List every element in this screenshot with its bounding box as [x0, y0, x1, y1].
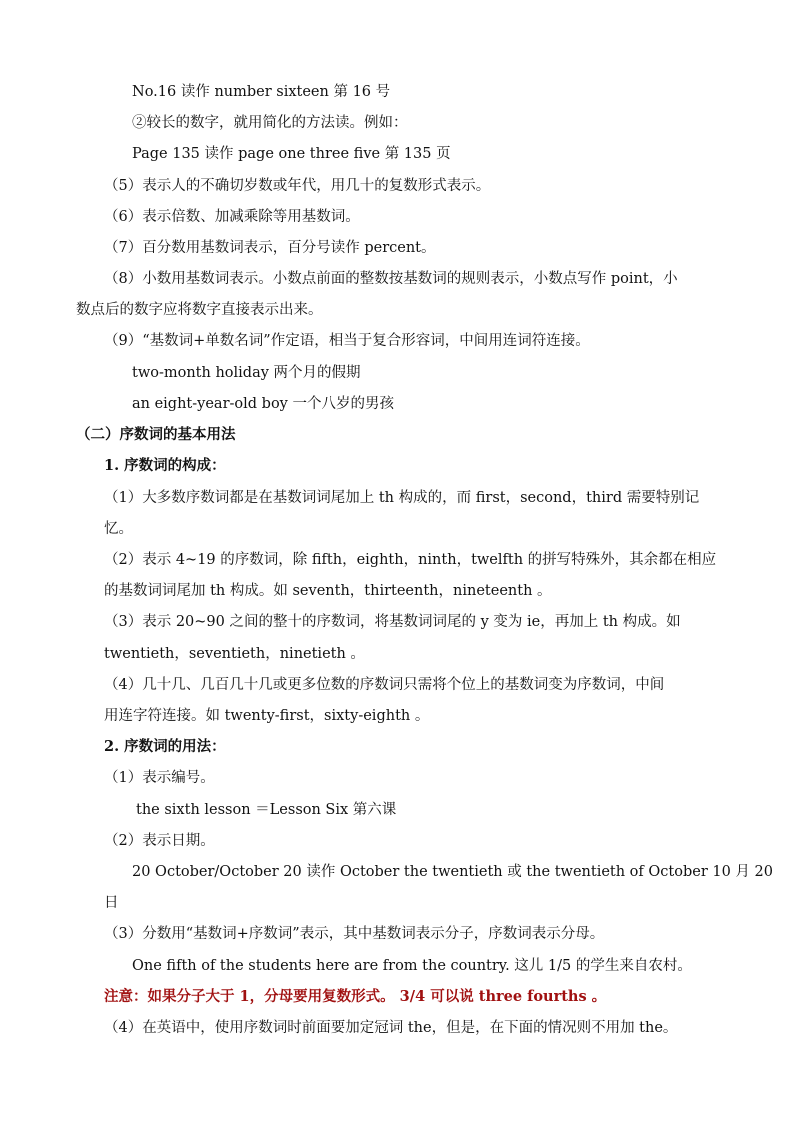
usage-2-example-line1: 20 October/October 20 读作 October the twentieth 或 the twentieth of October 10 月 20: [132, 864, 773, 880]
example-two-month-holiday: two-month holiday 两个月的假期: [132, 365, 361, 381]
rule-6: （6）表示倍数、加减乘除等用基数词。: [104, 209, 360, 225]
note-plural-denominator: 注意：如果分子大于 1，分母要用复数形式。 3/4 可以说 three fourths 。: [104, 988, 607, 1005]
formation-2-line2: 的基数词词尾加 th 构成。如 seventh，thirteenth，nineteenth 。: [104, 583, 552, 599]
formation-1-line1: （1）大多数序数词都是在基数词词尾加上 th 构成的，而 first，second，third 需要特别记: [104, 490, 700, 506]
long-number-rule: ②较长的数字，就用简化的方法读。例如：: [132, 115, 408, 131]
subheading-formation: 1. 序数词的构成：: [104, 457, 226, 474]
rule-7: （7）百分数用基数词表示，百分号读作 percent。: [104, 240, 436, 256]
formation-2-line1: （2）表示 4~19 的序数词，除 fifth，eighth，ninth，twelfth 的拼写特殊外，其余都在相应: [104, 552, 717, 568]
rule-8-line1: （8）小数用基数词表示。小数点前面的整数按基数词的规则表示，小数点写作 point，小: [104, 271, 678, 287]
section-heading-ordinal: （二）序数词的基本用法: [76, 426, 236, 443]
formation-3-line2: twentieth，seventieth，ninetieth 。: [104, 646, 365, 662]
formation-1-line2: 忆。: [104, 521, 133, 537]
formation-4-line1: （4）几十几、几百几十几或更多位数的序数词只需将个位上的基数词变为序数词，中间: [104, 677, 665, 693]
usage-3: （3）分数用“基数词+序数词”表示，其中基数词表示分子，序数词表示分母。: [104, 926, 605, 942]
subheading-usage: 2. 序数词的用法：: [104, 738, 226, 755]
example-page-135: Page 135 读作 page one three five 第 135 页: [132, 146, 451, 162]
formation-3-line1: （3）表示 20~90 之间的整十的序数词，将基数词词尾的 y 变为 ie，再加上 th 构成。如: [104, 614, 681, 630]
rule-5: （5）表示人的不确切岁数或年代，用几十的复数形式表示。: [104, 178, 491, 194]
usage-1-example: the sixth lesson ＝Lesson Six 第六课: [136, 802, 397, 818]
usage-2-example-line2: 日: [104, 895, 119, 911]
usage-4: （4）在英语中，使用序数词时前面要加定冠词 the，但是，在下面的情况则不用加 the。: [104, 1020, 678, 1036]
example-number-sixteen: No.16 读作 number sixteen 第 16 号: [132, 84, 391, 100]
rule-8-line2: 数点后的数字应将数字直接表示出来。: [76, 302, 323, 318]
formation-4-line2: 用连字符连接。如 twenty-first，sixty-eighth 。: [104, 708, 430, 724]
example-eight-year-old-boy: an eight-year-old boy 一个八岁的男孩: [132, 396, 394, 412]
rule-9: （9）“基数词+单数名词”作定语，相当于复合形容词，中间用连词符连接。: [104, 333, 590, 349]
usage-2: （2）表示日期。: [104, 833, 215, 849]
usage-3-example: One fifth of the students here are from the country. 这儿 1/5 的学生来自农村。: [132, 958, 692, 974]
usage-1: （1）表示编号。: [104, 770, 215, 786]
